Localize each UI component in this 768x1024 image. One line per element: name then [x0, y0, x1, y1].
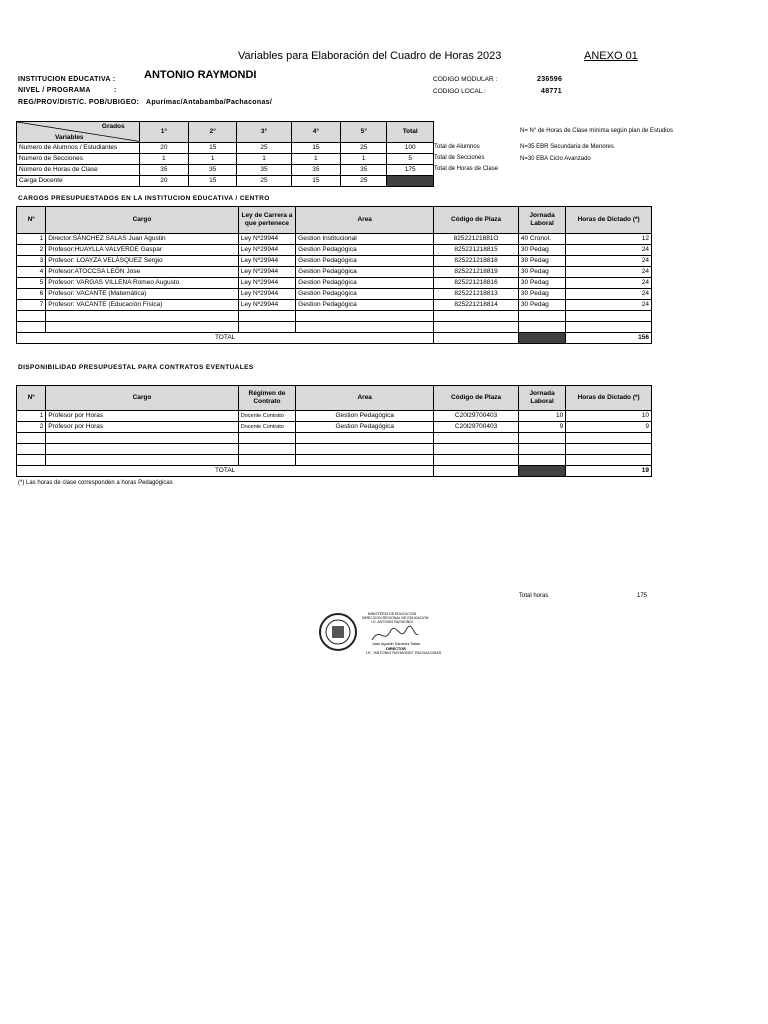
cell: Docente Contrato [238, 411, 295, 422]
col-header: Ley de Carrera a que pertenece [238, 207, 295, 234]
cell: Ley Nº29944 [238, 267, 295, 278]
row-label: Numero de Secciones [17, 154, 140, 165]
col-header: Régimen de Contrato [238, 386, 295, 411]
row-label: Numero de Alumnos / Estudiantes [17, 143, 140, 154]
cell: Profesor: LOAYZA VELÁSQUEZ Sergio [46, 256, 239, 267]
cell: 40 Cronol. [518, 234, 565, 245]
stamp-text [362, 612, 429, 624]
cell: Ley Nº29944 [238, 278, 295, 289]
corner-bottom-label: Variables [55, 134, 84, 141]
col-header: Jornada Laboral [518, 207, 565, 234]
total-label: TOTAL [17, 466, 434, 477]
row-label: Número de Horas de Clase [17, 165, 140, 176]
side-label: Total de Horas de Clase [434, 166, 499, 172]
stamp-line: MINISTERIO DE EDUCACION [367, 612, 417, 616]
cell: 2 [17, 245, 46, 256]
cell: Gestion Institucional [296, 234, 434, 245]
cell: Gestion Pedagógica [296, 300, 434, 311]
eventuales-section-title: DISPONIBILIDAD PRESUPUESTAL PARA CONTRATOS EVENTUALES [18, 364, 254, 371]
cell: 25 [341, 143, 387, 154]
col-header: Area [296, 386, 434, 411]
cell: 15 [291, 143, 340, 154]
cell: 35 [291, 165, 340, 176]
table-row [17, 165, 434, 176]
cell: 30 Pedag [518, 245, 565, 256]
col-header: Jornada Laboral [518, 386, 565, 411]
cell: 825221218819 [434, 267, 519, 278]
nivel-label: NIVEL / PROGRAMA [18, 87, 91, 94]
empty-row [17, 311, 652, 322]
empty-row [17, 433, 652, 444]
cell: 1 [139, 154, 188, 165]
table-row [17, 234, 652, 245]
cell: 30 Pedag [518, 256, 565, 267]
cell: 825221218814 [434, 300, 519, 311]
cell: Gestion Pedagógica [296, 245, 434, 256]
anexo-label: ANEXO 01 [584, 50, 638, 62]
region-label: REG/PROV/DIST/C. POB/UBIGEO: [18, 99, 140, 106]
cell: 5 [387, 154, 434, 165]
cell [387, 176, 434, 187]
cell: Ley Nº29944 [238, 289, 295, 300]
col-header: Código de Plaza [434, 386, 519, 411]
stamp-line: I.E. ANTONIO RAYMONDI [371, 620, 413, 624]
footnote: (*) Las horas de clase corresponden a horas Pedagógicas [18, 480, 173, 486]
table-row [17, 289, 652, 300]
institucion-value: ANTONIO RAYMONDI [144, 69, 257, 81]
cell: 24 [566, 289, 652, 300]
cell: Profesor: VACANTE (Matemática) [46, 289, 239, 300]
cell: Director:SÁNCHEZ SALAS Juan Agustin [46, 234, 239, 245]
cell: 15 [189, 143, 237, 154]
total-value: 19 [566, 466, 652, 477]
corner-top-label: Grados [101, 123, 125, 130]
signature-school: I.E. "ANTONIO RAYMONDI" PACHACONAS [366, 651, 442, 655]
note-text: N= N° de Horas de Clase mínima según plan de Estudios [520, 128, 673, 134]
cell: 9 [518, 422, 565, 433]
table-row [17, 154, 434, 165]
cell: 25 [341, 176, 387, 187]
cell: 825221218818 [434, 256, 519, 267]
cell: Docente Contrato [238, 422, 295, 433]
cell: 20 [139, 176, 188, 187]
cell: 25 [237, 176, 291, 187]
cell: 825221218815 [434, 245, 519, 256]
col-header: Area [296, 207, 434, 234]
codigo-modular-value: 236596 [537, 76, 563, 83]
total-row [17, 466, 652, 477]
table-row [17, 278, 652, 289]
cell: 6 [17, 289, 46, 300]
cell: 30 Pedag [518, 278, 565, 289]
cell: Gestion Pedagógica [296, 289, 434, 300]
table-row [17, 245, 652, 256]
cell: 10 [518, 411, 565, 422]
cell: Ley Nº29944 [238, 300, 295, 311]
col-header: Horas de Dictado (*) [566, 386, 652, 411]
cell: 2 [17, 422, 46, 433]
total-label: TOTAL [17, 333, 434, 344]
cell: 24 [566, 256, 652, 267]
cell: 175 [387, 165, 434, 176]
empty-row [17, 444, 652, 455]
corner-header [17, 122, 140, 143]
cell: 24 [566, 267, 652, 278]
side-label: Total de Alumnos [434, 144, 480, 150]
cell: 35 [189, 165, 237, 176]
cell: 1 [291, 154, 340, 165]
note-text: N=30 EBA Ciclo Avanzado [520, 156, 591, 162]
cell: 1 [341, 154, 387, 165]
total-horas-value: 175 [637, 593, 648, 599]
cell: Profesor: VARGAS VILLENA Romeo Augusto [46, 278, 239, 289]
cell: 15 [291, 176, 340, 187]
signature-block [366, 642, 442, 656]
cell: 30 Pedag [518, 289, 565, 300]
total-row [17, 333, 652, 344]
nivel-colon: : [114, 87, 117, 94]
empty-row [17, 322, 652, 333]
cell: 4 [17, 267, 46, 278]
table-row [17, 422, 652, 433]
table-row [17, 256, 652, 267]
col-header: 2° [189, 122, 237, 143]
cell: Gestion Pedagógica [296, 422, 434, 433]
region-value: Apurímac/Antabamba/Pachaconas/ [146, 99, 273, 106]
cell: Gestion Pedagógica [296, 411, 434, 422]
col-header: 1° [139, 122, 188, 143]
cell: 7 [17, 300, 46, 311]
cell: 825221218816 [434, 278, 519, 289]
codigo-local-value: 48771 [541, 88, 562, 95]
cell: 82522121881O [434, 234, 519, 245]
cell: 12 [566, 234, 652, 245]
cell: 35 [237, 165, 291, 176]
cell: C20l29700403 [434, 411, 519, 422]
cell: Profesor por Horas [46, 422, 239, 433]
cell: 30 Pedag [518, 267, 565, 278]
cargos-section-title: CARGOS PRESUPUESTADOS EN LA INSTITUCION EDUCATIVA / CENTRO [18, 195, 270, 202]
cell: 10 [566, 411, 652, 422]
cell: 30 Pedag [518, 300, 565, 311]
cell: C20l29700403 [434, 422, 519, 433]
table-row [17, 176, 434, 187]
cell: 15 [189, 176, 237, 187]
total-horas-label: Total horas [519, 593, 549, 599]
total-value: 156 [566, 333, 652, 344]
side-label: Total de Secciones [434, 155, 485, 161]
cell: 3 [17, 256, 46, 267]
table-row [17, 143, 434, 154]
note-text: N=35 EBR Secundaria de Menores [520, 144, 614, 150]
col-header: Total [387, 122, 434, 143]
codigo-local-label: CODIGO LOCAL : [433, 88, 486, 95]
col-header: Nº [17, 207, 46, 234]
cell: 35 [341, 165, 387, 176]
page-title: Variables para Elaboración del Cuadro de Horas 2023 [238, 50, 502, 62]
signature-name: Juan Agustin Sánchez Salas [371, 642, 421, 646]
cell: 1 [189, 154, 237, 165]
table-row [17, 411, 652, 422]
col-header: 5° [341, 122, 387, 143]
cell: 100 [387, 143, 434, 154]
cell: 24 [566, 300, 652, 311]
cell: Ley Nº29944 [238, 245, 295, 256]
col-header: 4° [291, 122, 340, 143]
eventuales-table [16, 385, 652, 477]
stamp-line: DIRECCION REGIONAL DE EDUCACION [362, 616, 429, 620]
cell: Profesor:ATOCCSA LEÓN Jose [46, 267, 239, 278]
cell: 24 [566, 278, 652, 289]
codigo-modular-label: CODIGO MODULAR : [433, 76, 498, 83]
cell: Profesor:HUAYLLA VALVERDE Gaspar [46, 245, 239, 256]
col-header: 3° [237, 122, 291, 143]
cell: 25 [237, 143, 291, 154]
cell: 1 [237, 154, 291, 165]
round-seal [318, 612, 358, 652]
cell: 5 [17, 278, 46, 289]
table-row [17, 300, 652, 311]
cell: Gestion Pedagógica [296, 278, 434, 289]
cell: 20 [139, 143, 188, 154]
cell: 35 [139, 165, 188, 176]
cell: 9 [566, 422, 652, 433]
cell: Gestion Pedagógica [296, 267, 434, 278]
col-header: Horas de Dictado (*) [566, 207, 652, 234]
col-header: Código de Plaza [434, 207, 519, 234]
cell: 1 [17, 411, 46, 422]
cell: 24 [566, 245, 652, 256]
institucion-label: INSTITUCION EDUCATIVA : [18, 76, 116, 83]
row-label: Carga Docente [17, 176, 140, 187]
col-header: Nº [17, 386, 46, 411]
cell: 825221218813 [434, 289, 519, 300]
col-header: Cargo [46, 207, 239, 234]
cargos-table [16, 206, 652, 344]
cell: Gestion Pedagógica [296, 256, 434, 267]
variables-table [16, 121, 434, 187]
cell: Profesor por Horas [46, 411, 239, 422]
cell: 1 [17, 234, 46, 245]
cell: Ley Nº29944 [238, 256, 295, 267]
cell: Profesor: VACANTE (Educación Física) [46, 300, 239, 311]
table-row [17, 267, 652, 278]
signature-role: DIRECTOR [386, 646, 406, 651]
col-header: Cargo [46, 386, 239, 411]
cell: Ley Nº29944 [238, 234, 295, 245]
empty-row [17, 455, 652, 466]
